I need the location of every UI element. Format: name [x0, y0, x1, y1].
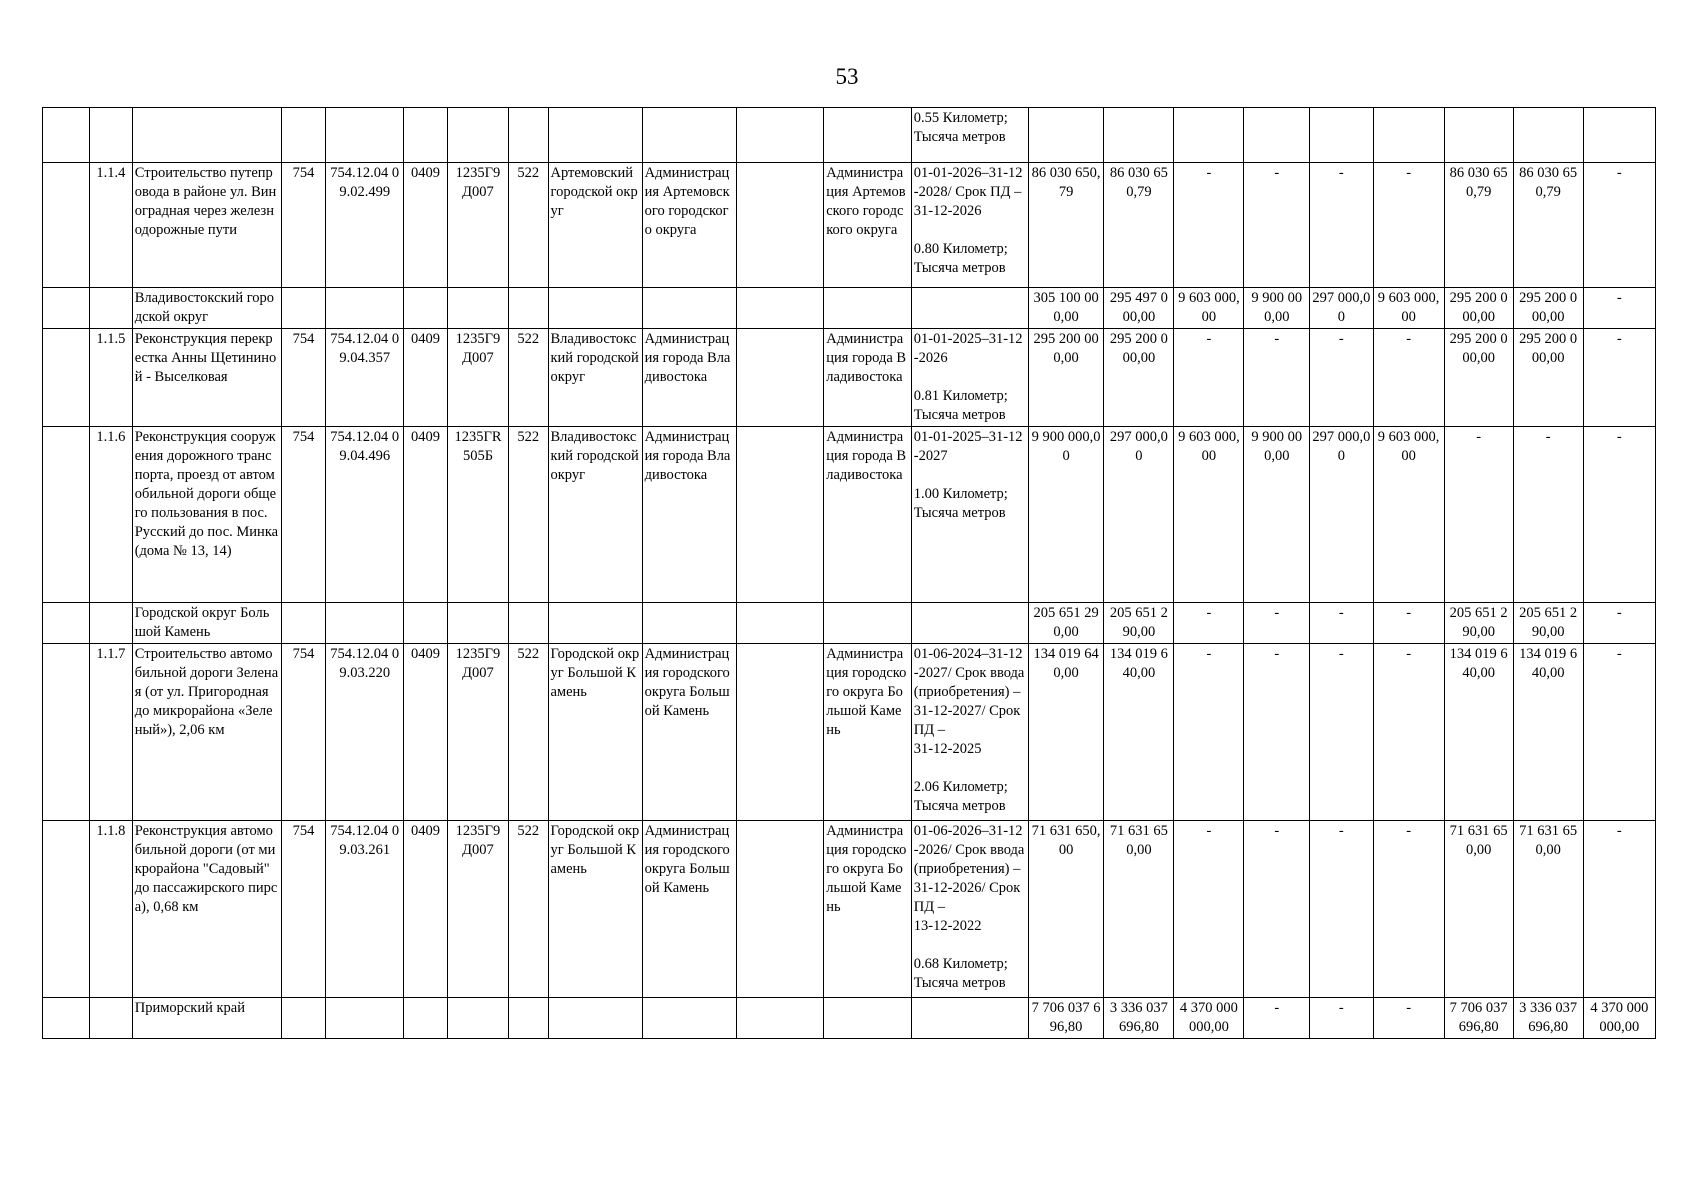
total-value: 134 019 640,00 — [1028, 644, 1104, 821]
idx-cell — [43, 998, 90, 1039]
regional-value: 71 631 650,00 — [1104, 821, 1174, 998]
target-article: 1235Г9 Д007 — [447, 821, 508, 998]
object-name: Строительство путепровода в районе ул. Виноградная через железнодорожные пути — [132, 163, 281, 288]
section-code: 0409 — [404, 163, 448, 288]
expense-type — [509, 603, 548, 644]
section-code — [404, 108, 448, 163]
year1-regional: - — [1310, 163, 1373, 288]
object-code: 754.12.04 09.04.357 — [326, 329, 404, 427]
year2-value: 7 706 037 696,80 — [1444, 998, 1513, 1039]
idx-cell — [43, 108, 90, 163]
year2-regional: 86 030 650,79 — [1513, 163, 1583, 288]
empty-col — [736, 288, 824, 329]
grbs-code — [281, 108, 326, 163]
row-number: 1.1.8 — [90, 821, 133, 998]
federal-value: 4 370 000 000,00 — [1174, 998, 1244, 1039]
expense-type: 522 — [509, 427, 548, 603]
year2-regional: 205 651 290,00 — [1513, 603, 1583, 644]
page-number: 53 — [835, 64, 859, 89]
expense-type: 522 — [509, 644, 548, 821]
federal-value: - — [1174, 603, 1244, 644]
row-number — [90, 998, 133, 1039]
federal-value: 9 603 000,00 — [1174, 427, 1244, 603]
customer-org — [642, 288, 736, 329]
year2-regional: 295 200 000,00 — [1513, 288, 1583, 329]
total-value: 7 706 037 696,80 — [1028, 998, 1104, 1039]
section-code: 0409 — [404, 821, 448, 998]
customer-org: Администрация городского округа Большой Камень — [642, 644, 736, 821]
object-code — [326, 288, 404, 329]
table-row — [43, 329, 1656, 427]
year2-federal: - — [1583, 603, 1655, 644]
year1-value: 9 900 000,00 — [1244, 288, 1310, 329]
target-article: 1235Г9 Д007 — [447, 163, 508, 288]
customer-org: Администрация городского округа Большой Камень — [642, 821, 736, 998]
year2-regional: 295 200 000,00 — [1513, 329, 1583, 427]
year1-value: - — [1244, 644, 1310, 821]
customer-org: Администрация города Владивостока — [642, 427, 736, 603]
year2-value: 295 200 000,00 — [1444, 329, 1513, 427]
year2-regional: 3 336 037 696,80 — [1513, 998, 1583, 1039]
grbs-code: 754 — [281, 427, 326, 603]
year2-value: 86 030 650,79 — [1444, 163, 1513, 288]
executor-org — [824, 288, 912, 329]
regional-value: 295 497 000,00 — [1104, 288, 1174, 329]
executor-org: Администрация городского округа Большой Камень — [824, 821, 912, 998]
object-code — [326, 998, 404, 1039]
federal-value: - — [1174, 821, 1244, 998]
period-capacity — [911, 998, 1028, 1039]
executor-org: Администрация городского округа Большой Камень — [824, 644, 912, 821]
regional-value: 205 651 290,00 — [1104, 603, 1174, 644]
year1-regional: - — [1310, 821, 1373, 998]
customer-org: Администрация Артемовского городского округа — [642, 163, 736, 288]
target-article — [447, 603, 508, 644]
idx-cell — [43, 163, 90, 288]
row-number: 1.1.4 — [90, 163, 133, 288]
total-value: 86 030 650,79 — [1028, 163, 1104, 288]
section-code: 0409 — [404, 644, 448, 821]
year1-regional: - — [1310, 603, 1373, 644]
expense-type — [509, 998, 548, 1039]
period-capacity: 01-01-2025–31-12-2027 1.00 Километр; Тысяча метров — [911, 427, 1028, 603]
object-code — [326, 603, 404, 644]
target-article — [447, 108, 508, 163]
object-code: 754.12.04 09.02.499 — [326, 163, 404, 288]
executor-org: Администрация города Владивостока — [824, 329, 912, 427]
year2-regional: 134 019 640,00 — [1513, 644, 1583, 821]
regional-value: 3 336 037 696,80 — [1104, 998, 1174, 1039]
executor-org — [824, 108, 912, 163]
target-article: 1235Г9 Д007 — [447, 644, 508, 821]
grbs-code: 754 — [281, 329, 326, 427]
table-row — [43, 603, 1656, 644]
object-name: Реконструкция сооружения дорожного транспорта, проезд от автомобильной дороги общего пользования в пос. Русский до пос. Минка (дома № 13, 14) — [132, 427, 281, 603]
table-row — [43, 288, 1656, 329]
object-code: 754.12.04 09.04.496 — [326, 427, 404, 603]
year1-regional: 297 000,00 — [1310, 288, 1373, 329]
table-row — [43, 163, 1656, 288]
year1-regional: - — [1310, 329, 1373, 427]
total-value — [1028, 108, 1104, 163]
idx-cell — [43, 603, 90, 644]
customer-org: Администрация города Владивостока — [642, 329, 736, 427]
year1-federal: - — [1373, 998, 1444, 1039]
regional-value — [1104, 108, 1174, 163]
municipality: Артемовский городской округ — [548, 163, 642, 288]
municipality: Городской округ Большой Камень — [548, 644, 642, 821]
municipality — [548, 603, 642, 644]
year1-value — [1244, 108, 1310, 163]
year2-value: 205 651 290,00 — [1444, 603, 1513, 644]
row-number: 1.1.7 — [90, 644, 133, 821]
object-code — [326, 108, 404, 163]
year1-value: - — [1244, 603, 1310, 644]
expense-type: 522 — [509, 163, 548, 288]
expense-type — [509, 108, 548, 163]
total-value: 9 900 000,00 — [1028, 427, 1104, 603]
executor-org — [824, 998, 912, 1039]
total-value: 305 100 000,00 — [1028, 288, 1104, 329]
year2-value: - — [1444, 427, 1513, 603]
expense-type — [509, 288, 548, 329]
empty-col — [736, 603, 824, 644]
federal-value: 9 603 000,00 — [1174, 288, 1244, 329]
period-capacity — [911, 288, 1028, 329]
object-name: Строительство автомобильной дороги Зеленая (от ул. Пригородная до микрорайона «Зеленый»), 2,06 км — [132, 644, 281, 821]
idx-cell — [43, 427, 90, 603]
table-row — [43, 108, 1656, 163]
year2-federal: - — [1583, 644, 1655, 821]
year2-regional: 71 631 650,00 — [1513, 821, 1583, 998]
period-capacity: 0.55 Километр; Тысяча метров — [911, 108, 1028, 163]
year2-value: 134 019 640,00 — [1444, 644, 1513, 821]
table-row — [43, 644, 1656, 821]
year2-federal — [1583, 108, 1655, 163]
year1-value: - — [1244, 329, 1310, 427]
object-name: Реконструкция перекрестка Анны Щетининой - Выселковая — [132, 329, 281, 427]
customer-org — [642, 108, 736, 163]
customer-org — [642, 603, 736, 644]
row-number — [90, 288, 133, 329]
year2-regional — [1513, 108, 1583, 163]
year1-value: 9 900 000,00 — [1244, 427, 1310, 603]
period-capacity: 01-01-2025–31-12-2026 0.81 Километр; Тысяча метров — [911, 329, 1028, 427]
period-capacity: 01-06-2024–31-12-2027/ Срок ввода (приобретения) – 31-12-2027/ Срок ПД – 31-12-2025 2.06 Километр; Тысяча метров — [911, 644, 1028, 821]
municipality — [548, 998, 642, 1039]
section-code: 0409 — [404, 427, 448, 603]
table-row — [43, 998, 1656, 1039]
grbs-code: 754 — [281, 163, 326, 288]
municipality: Городской округ Большой Камень — [548, 821, 642, 998]
target-article — [447, 998, 508, 1039]
grbs-code — [281, 603, 326, 644]
executor-org: Администрация города Владивостока — [824, 427, 912, 603]
year1-federal: 9 603 000,00 — [1373, 288, 1444, 329]
year1-value: - — [1244, 821, 1310, 998]
object-name: Приморский край — [132, 998, 281, 1039]
idx-cell — [43, 329, 90, 427]
executor-org: Администрация Артемовского городского округа — [824, 163, 912, 288]
object-code: 754.12.04 09.03.261 — [326, 821, 404, 998]
municipality — [548, 108, 642, 163]
year1-value: - — [1244, 998, 1310, 1039]
total-value: 71 631 650,00 — [1028, 821, 1104, 998]
section-code: 0409 — [404, 329, 448, 427]
regional-value: 297 000,00 — [1104, 427, 1174, 603]
year1-federal: - — [1373, 821, 1444, 998]
regional-value: 295 200 000,00 — [1104, 329, 1174, 427]
regional-value: 134 019 640,00 — [1104, 644, 1174, 821]
total-value: 205 651 290,00 — [1028, 603, 1104, 644]
empty-col — [736, 644, 824, 821]
year1-federal: 9 603 000,00 — [1373, 427, 1444, 603]
year2-federal: - — [1583, 821, 1655, 998]
grbs-code: 754 — [281, 821, 326, 998]
expense-type: 522 — [509, 821, 548, 998]
object-name: Реконструкция автомобильной дороги (от микрорайона "Садовый" до пассажирского пирса), 0,68 км — [132, 821, 281, 998]
empty-col — [736, 821, 824, 998]
year2-value: 71 631 650,00 — [1444, 821, 1513, 998]
year2-federal: - — [1583, 427, 1655, 603]
row-number — [90, 108, 133, 163]
year2-federal: 4 370 000 000,00 — [1583, 998, 1655, 1039]
year1-regional — [1310, 108, 1373, 163]
target-article: 1235ГR 505Б — [447, 427, 508, 603]
idx-cell — [43, 821, 90, 998]
grbs-code: 754 — [281, 644, 326, 821]
budget-table — [42, 107, 1656, 1039]
federal-value: - — [1174, 329, 1244, 427]
object-name: Городской округ Большой Камень — [132, 603, 281, 644]
municipality — [548, 288, 642, 329]
year1-value: - — [1244, 163, 1310, 288]
year1-regional: - — [1310, 998, 1373, 1039]
row-number: 1.1.5 — [90, 329, 133, 427]
year1-federal — [1373, 108, 1444, 163]
municipality: Владивостокский городской округ — [548, 427, 642, 603]
grbs-code — [281, 998, 326, 1039]
empty-col — [736, 163, 824, 288]
object-name: Владивостокский городской округ — [132, 288, 281, 329]
period-capacity: 01-01-2026–31-12-2028/ Срок ПД – 31-12-2026 0.80 Километр; Тысяча метров — [911, 163, 1028, 288]
year1-federal: - — [1373, 329, 1444, 427]
grbs-code — [281, 288, 326, 329]
year1-federal: - — [1373, 644, 1444, 821]
section-code — [404, 288, 448, 329]
customer-org — [642, 998, 736, 1039]
federal-value: - — [1174, 163, 1244, 288]
federal-value — [1174, 108, 1244, 163]
empty-col — [736, 998, 824, 1039]
period-capacity: 01-06-2026–31-12-2026/ Срок ввода (приобретения) – 31-12-2026/ Срок ПД – 13-12-2022 0.68 Километр; Тысяча метров — [911, 821, 1028, 998]
empty-col — [736, 427, 824, 603]
empty-col — [736, 329, 824, 427]
federal-value: - — [1174, 644, 1244, 821]
executor-org — [824, 603, 912, 644]
section-code — [404, 998, 448, 1039]
table-row — [43, 427, 1656, 603]
year2-federal: - — [1583, 288, 1655, 329]
year2-value — [1444, 108, 1513, 163]
year1-federal: - — [1373, 603, 1444, 644]
row-number: 1.1.6 — [90, 427, 133, 603]
total-value: 295 200 000,00 — [1028, 329, 1104, 427]
object-code: 754.12.04 09.03.220 — [326, 644, 404, 821]
year2-regional: - — [1513, 427, 1583, 603]
year2-federal: - — [1583, 329, 1655, 427]
empty-col — [736, 108, 824, 163]
year2-value: 295 200 000,00 — [1444, 288, 1513, 329]
expense-type: 522 — [509, 329, 548, 427]
municipality: Владивостокский городской округ — [548, 329, 642, 427]
year1-regional: - — [1310, 644, 1373, 821]
target-article — [447, 288, 508, 329]
year2-federal: - — [1583, 163, 1655, 288]
row-number — [90, 603, 133, 644]
year1-regional: 297 000,00 — [1310, 427, 1373, 603]
object-name — [132, 108, 281, 163]
idx-cell — [43, 644, 90, 821]
period-capacity — [911, 603, 1028, 644]
target-article: 1235Г9 Д007 — [447, 329, 508, 427]
regional-value: 86 030 650,79 — [1104, 163, 1174, 288]
idx-cell — [43, 288, 90, 329]
section-code — [404, 603, 448, 644]
table-row — [43, 821, 1656, 998]
year1-federal: - — [1373, 163, 1444, 288]
